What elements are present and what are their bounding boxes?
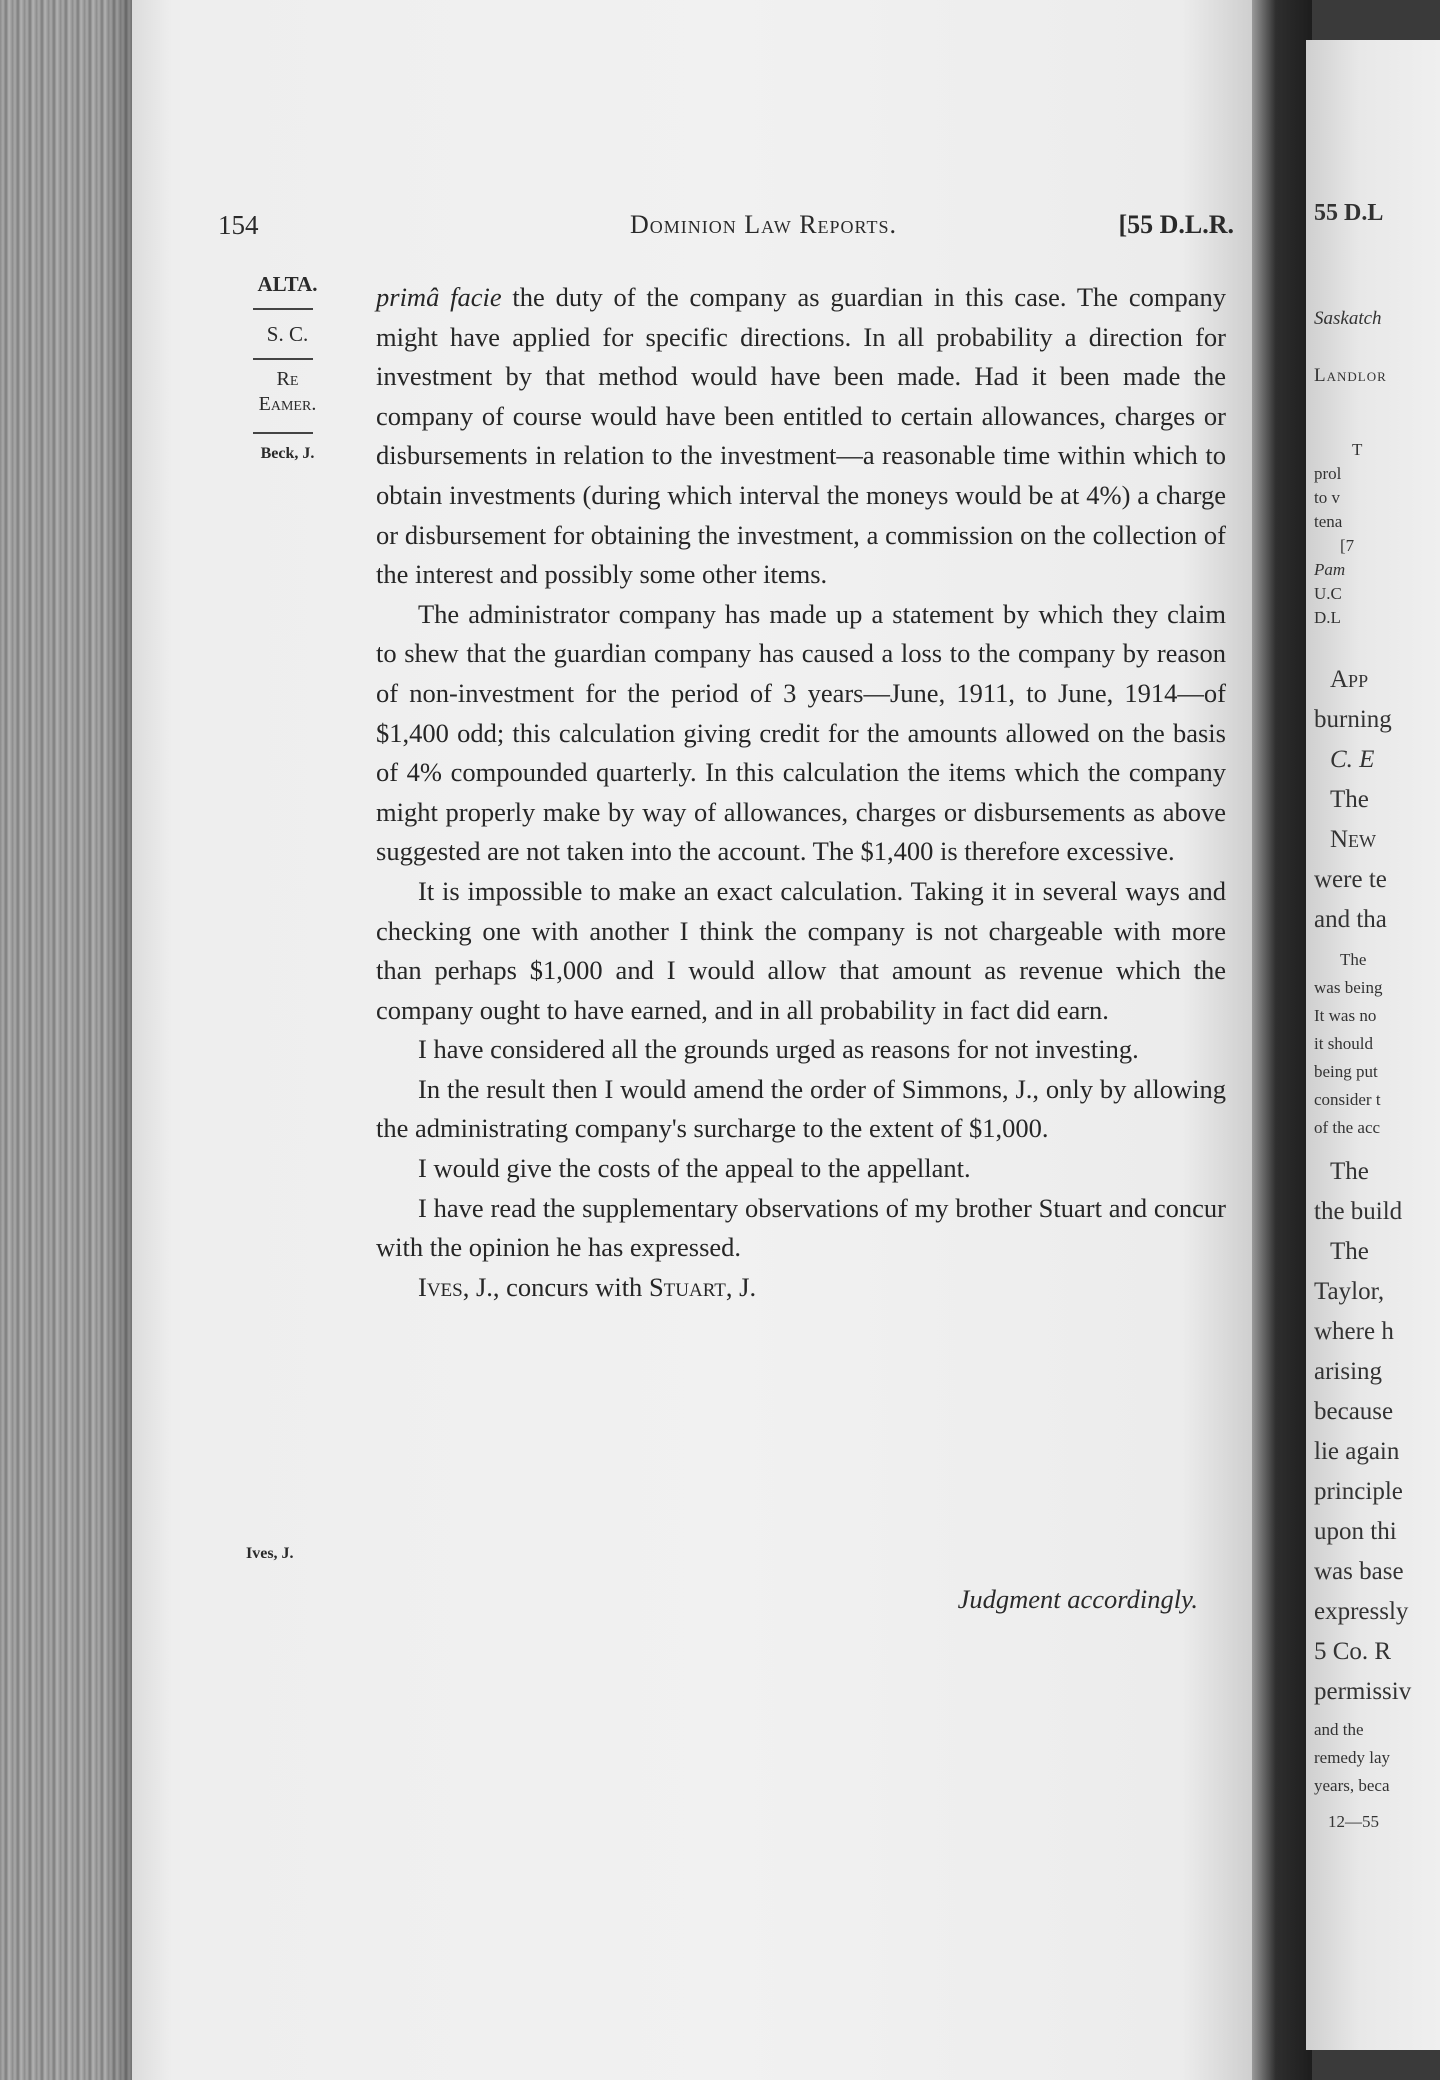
next-page-line: Taylor, <box>1314 1278 1385 1305</box>
next-page-line: Pam <box>1314 560 1346 579</box>
next-page-line: to v <box>1314 488 1340 507</box>
next-page-line: The <box>1330 1238 1369 1265</box>
next-page-line: and tha <box>1314 906 1387 933</box>
next-page-line: lie again <box>1314 1438 1400 1465</box>
next-page-line: and the <box>1314 1720 1364 1739</box>
paragraph: In the result then I would amend the order of Simmons, J., only by allowing the administrating company's surcharge to the extent of $1,000. <box>376 1073 1226 1144</box>
next-page-line: were te <box>1314 866 1387 893</box>
paragraph-text: , J. <box>725 1271 757 1302</box>
next-page-header: 55 D.L <box>1314 200 1384 226</box>
next-page-line: 12—55 <box>1328 1812 1379 1831</box>
body-text <box>376 278 1226 1307</box>
next-page-line: The <box>1340 950 1367 969</box>
margin-case-name: Re <box>276 368 299 390</box>
volume-reference: [55 D.L.R. <box>1118 210 1234 239</box>
paragraph: I have read the supplementary observations of my brother Stuart and concur with the opinion he has expressed. <box>376 1192 1226 1263</box>
next-page-line: it should <box>1314 1034 1374 1053</box>
next-page-line: T <box>1352 440 1363 459</box>
next-page-line: where h <box>1314 1318 1394 1345</box>
margin-jurisdiction: ALTA. <box>257 272 318 296</box>
paragraph <box>376 1268 1226 1308</box>
next-page-line: prol <box>1314 464 1342 483</box>
next-page-line: expressly <box>1314 1598 1409 1625</box>
next-page-line: tena <box>1314 512 1343 531</box>
next-page-line: principle <box>1314 1478 1403 1505</box>
next-page-line: of the acc <box>1314 1118 1381 1137</box>
next-page-line: was base <box>1314 1558 1404 1585</box>
next-page-line: burning <box>1314 706 1392 733</box>
paragraph: It is impossible to make an exact calculation. Taking it in several ways and checking one with another I think the company is not chargeable with more than perhaps $1,000 and I would allow that amount as revenue which the company ought to have earned, and in all probability in fact did earn. <box>376 875 1226 1025</box>
margin-court: S. C. <box>266 322 309 346</box>
next-page-line: the build <box>1314 1198 1403 1225</box>
page-header <box>218 210 1234 250</box>
next-page-line: Landlor <box>1314 365 1387 386</box>
next-page-line: App <box>1330 666 1369 693</box>
next-page-line: [7 <box>1340 536 1355 555</box>
next-page-line: because <box>1314 1398 1394 1425</box>
book-gutter <box>1252 0 1312 2080</box>
latin-phrase: primâ facie <box>376 282 502 312</box>
paragraph: I have considered all the grounds urged as reasons for not investing. <box>418 1034 1139 1065</box>
next-page-line: The <box>1330 1158 1369 1185</box>
margin-rule <box>253 432 313 434</box>
judge-name: Ives <box>418 1271 463 1302</box>
judgment-line: Judgment accordingly. <box>957 1584 1198 1614</box>
book-edge-left <box>0 0 132 2080</box>
next-page-line: being put <box>1314 1062 1378 1081</box>
next-page-line: arising <box>1314 1358 1383 1385</box>
paragraph: I would give the costs of the appeal to the appellant. <box>418 1153 971 1184</box>
margin-rule <box>253 308 313 310</box>
paragraph: The administrator company has made up a statement by which they claim to shew that the guardian company has caused a loss to the company by reason of non-investment for the period of 3 years—June, 1911, to June, 1914—of $1,400 odd; this calculation giving credit for the amounts allowed on the basis of 4% compounded quarterly. In this calculation the items which the company might properly make by way of allowances, charges or disbursements as above suggested are not taken into the account. The $1,400 is therefore excessive. <box>376 598 1226 867</box>
next-page-line: permissiv <box>1314 1678 1412 1705</box>
next-page-line: remedy lay <box>1314 1748 1390 1767</box>
next-page-line: was being <box>1314 978 1383 997</box>
next-page-line: New <box>1330 826 1377 853</box>
margin-rule <box>253 358 313 360</box>
next-page-line: C. E <box>1330 746 1375 773</box>
next-page-line: D.L <box>1314 608 1341 627</box>
margin-judge: Beck, J. <box>260 445 315 462</box>
next-page-line: 5 Co. R <box>1314 1638 1392 1665</box>
next-page-line: years, beca <box>1314 1776 1390 1795</box>
next-page-edge <box>1306 40 1440 2050</box>
next-page-line: consider t <box>1314 1090 1381 1109</box>
judge-name: Stuart <box>648 1271 726 1302</box>
next-page-line: U.C <box>1314 584 1342 603</box>
running-head: Dominion Law Reports. <box>630 210 897 239</box>
paragraph-text: , J., concurs with <box>462 1271 649 1302</box>
page-number: 154 <box>218 210 259 240</box>
next-page-line: Saskatch <box>1314 308 1382 329</box>
paragraph <box>376 278 1226 595</box>
margin-case-name: Eamer. <box>258 393 317 415</box>
paragraph-text: the duty of the company as guardian in this case. The company might have applied for specific directions. In all probability a direction for investment by that method would have been made. Had it been made the company of course would have been entitled to certain allowances, charges or disbursements in relation to the investment—a reasonable time within which to obtain investments (during which interval the moneys would be at 4%) a charge or disbursement for obtaining the investment, a commission on the collection of the interest and possibly some other items. <box>376 282 1226 590</box>
next-page-line: It was no <box>1314 1006 1377 1025</box>
next-page-line: upon thi <box>1314 1518 1397 1545</box>
margin-judge-ives: Ives, J. <box>246 1545 294 1562</box>
next-page-line: The <box>1330 786 1369 813</box>
